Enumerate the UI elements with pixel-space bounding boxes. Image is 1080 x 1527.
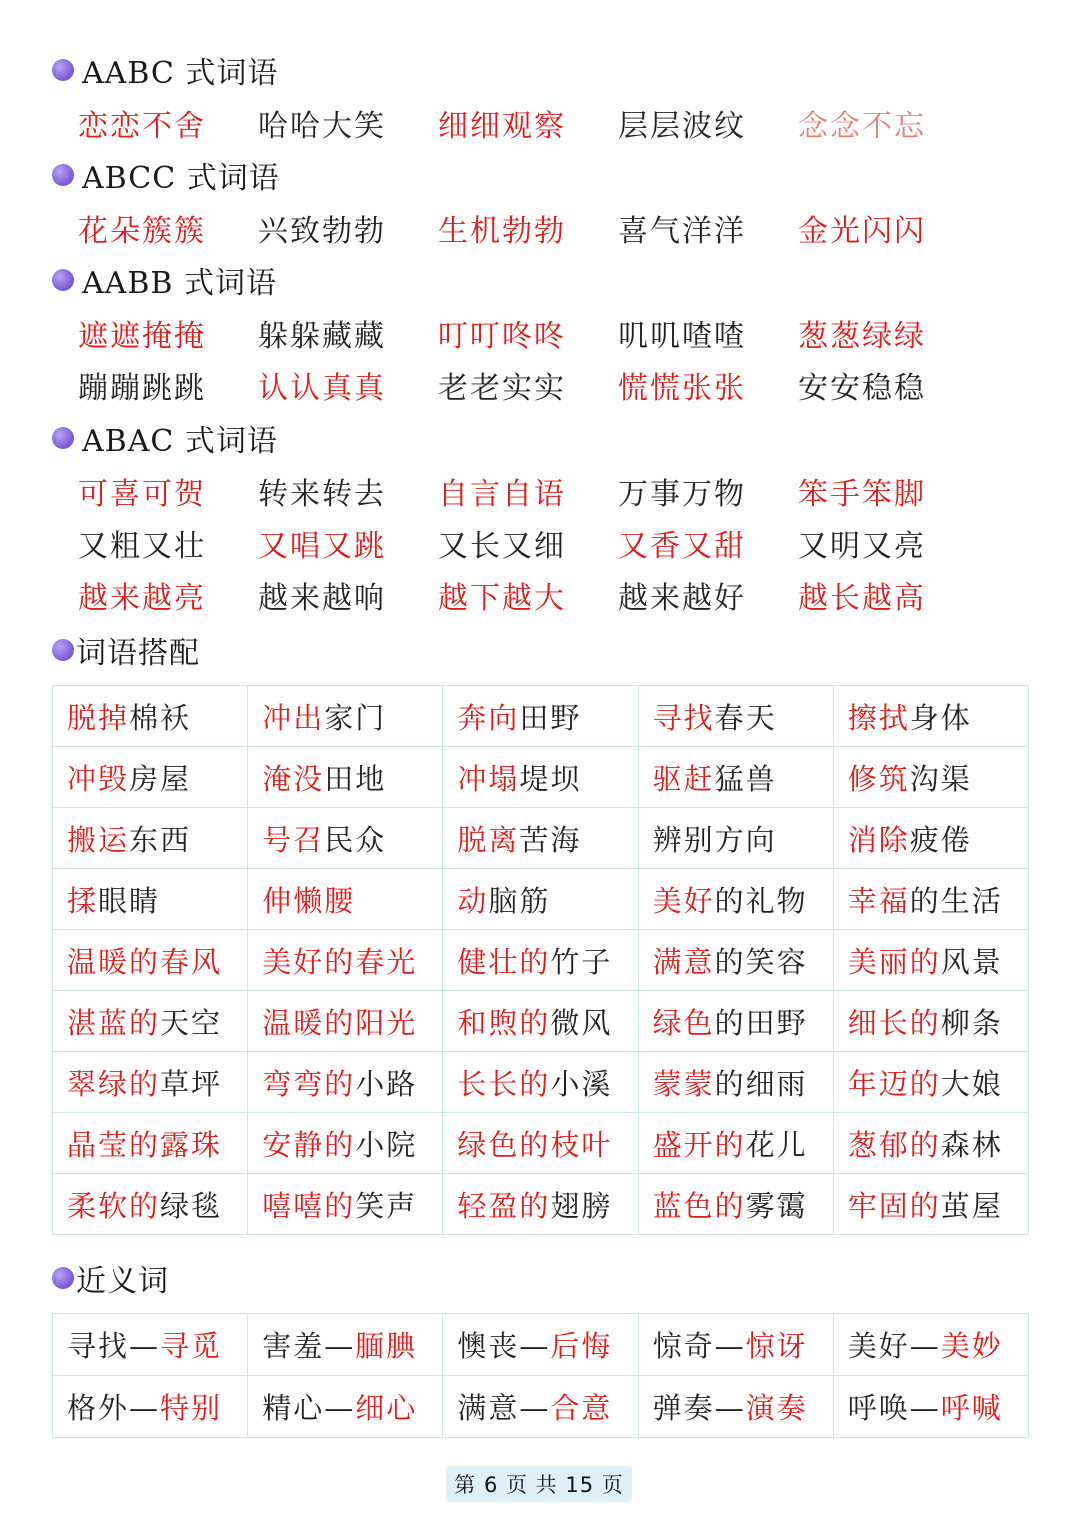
cell-text-black: 柳条 [940, 1005, 1003, 1040]
collocation-table [52, 685, 1029, 1235]
collocation-cell [443, 991, 638, 1052]
cell-text-red: 冲塌 [457, 761, 520, 796]
cell-text-red: 寻觅 [160, 1329, 223, 1363]
cell-text-black: 猛兽 [714, 761, 777, 796]
collocation-row [53, 1052, 1029, 1113]
section-label: 近义词 [76, 1264, 169, 1299]
cell-text-red: 后悔 [550, 1329, 613, 1363]
collocation-cell [248, 1052, 443, 1113]
collocation-cell [53, 747, 248, 808]
cell-text-red: 柔软的 [67, 1188, 161, 1223]
section-title-collocation [52, 630, 200, 670]
cell-text-red: 冲出 [262, 700, 325, 735]
cell-text-red: 牢固的 [847, 1188, 941, 1223]
word-row [78, 310, 978, 356]
word-item: 又长又细 [438, 529, 566, 564]
collocation-cell [833, 808, 1028, 869]
cell-text-red: 特别 [160, 1391, 223, 1425]
word-item: 越来越好 [618, 581, 746, 616]
collocation-row [53, 930, 1029, 991]
collocation-cell [638, 686, 833, 747]
word-item: 老老实实 [438, 371, 566, 406]
cell-text-black: 微风 [550, 1005, 613, 1040]
word-item: 认认真真 [258, 371, 386, 406]
synonym-cell [638, 1376, 833, 1438]
cell-text-black: 惊奇— [652, 1329, 746, 1363]
cell-text-red: 嘻嘻的 [262, 1188, 356, 1223]
cell-text-black: 东西 [129, 822, 192, 857]
cell-text-red: 奔向 [457, 700, 520, 735]
word-row [78, 100, 978, 146]
cell-text-black: 的细雨 [714, 1066, 808, 1101]
collocation-cell [53, 869, 248, 930]
bullet-dot-icon [52, 639, 74, 661]
word-item: 越长越高 [798, 581, 926, 616]
cell-text-black: 精心— [262, 1391, 356, 1425]
word-row [78, 572, 978, 618]
section-label: AABB 式词语 [82, 266, 277, 301]
cell-text-black: 美好— [847, 1329, 941, 1363]
word-item: 越来越响 [258, 581, 386, 616]
page-number-footer: 第 6 页 共 15 页 [446, 1466, 632, 1502]
cell-text-black: 花儿 [745, 1127, 808, 1162]
cell-text-red: 动 [457, 883, 489, 918]
cell-text-black: 弹奏— [652, 1391, 746, 1425]
collocation-row [53, 1113, 1029, 1174]
word-item: 金光闪闪 [798, 214, 926, 249]
synonym-cell [248, 1376, 443, 1438]
cell-text-black: 田地 [324, 761, 387, 796]
cell-text-black: 家门 [324, 700, 387, 735]
cell-text-red: 惊讶 [745, 1329, 808, 1363]
section-title-aabc [52, 50, 278, 90]
cell-text-red: 脱掉 [67, 700, 130, 735]
collocation-cell [638, 991, 833, 1052]
section-title-aabb [52, 260, 277, 300]
word-item: 又明又亮 [798, 529, 926, 564]
section-title-abac [52, 418, 278, 458]
word-item: 叽叽喳喳 [618, 319, 746, 354]
word-item: 生机勃勃 [438, 214, 566, 249]
section-label: ABCC 式词语 [82, 161, 280, 196]
section-label: ABAC 式词语 [82, 424, 278, 459]
collocation-cell [53, 991, 248, 1052]
collocation-cell [443, 808, 638, 869]
cell-text-black: 田野 [519, 700, 582, 735]
cell-text-black: 的礼物 [714, 883, 808, 918]
word-item: 万事万物 [618, 477, 746, 512]
synonym-cell [638, 1314, 833, 1376]
cell-text-black: 大娘 [940, 1066, 1003, 1101]
cell-text-red: 湛蓝的 [67, 1005, 161, 1040]
bullet-dot-icon [52, 164, 74, 186]
word-item: 越来越亮 [78, 581, 206, 616]
cell-text-red: 修筑 [847, 761, 910, 796]
collocation-cell [443, 1052, 638, 1113]
bullet-dot-icon [52, 1267, 74, 1289]
bullet-dot-icon [52, 269, 74, 291]
word-item: 又粗又壮 [78, 529, 206, 564]
section-title-abcc [52, 155, 280, 195]
word-row [78, 205, 978, 251]
cell-text-red: 呼喊 [940, 1391, 1003, 1425]
cell-text-red: 腼腆 [355, 1329, 418, 1363]
collocation-cell [248, 869, 443, 930]
cell-text-red: 合意 [550, 1391, 613, 1425]
cell-text-red: 满意 [652, 944, 715, 979]
section-label: 词语搭配 [76, 636, 200, 671]
cell-text-black: 脑筋 [488, 883, 551, 918]
cell-text-red: 盛开的 [652, 1127, 746, 1162]
collocation-cell [443, 747, 638, 808]
cell-text-black: 寻找— [67, 1329, 161, 1363]
collocation-cell [53, 1052, 248, 1113]
cell-text-red: 美妙 [940, 1329, 1003, 1363]
collocation-cell [53, 1113, 248, 1174]
word-item: 转来转去 [258, 477, 386, 512]
cell-text-red: 健壮的 [457, 944, 551, 979]
cell-text-red: 冲毁 [67, 761, 130, 796]
cell-text-red: 绿色的枝叶 [457, 1127, 613, 1162]
collocation-cell [443, 869, 638, 930]
collocation-cell [248, 930, 443, 991]
word-item: 安安稳稳 [798, 371, 926, 406]
section-title-synonyms [52, 1258, 169, 1298]
synonym-cell [833, 1376, 1028, 1438]
cell-text-red: 搬运 [67, 822, 130, 857]
cell-text-red: 弯弯的 [262, 1066, 356, 1101]
synonym-cell [443, 1314, 638, 1376]
cell-text-red: 美丽的 [847, 944, 941, 979]
bullet-dot-icon [52, 59, 74, 81]
word-item: 层层波纹 [618, 109, 746, 144]
cell-text-red: 消除 [847, 822, 910, 857]
word-item: 又唱又跳 [258, 529, 386, 564]
cell-text-black: 懊丧— [457, 1329, 551, 1363]
cell-text-red: 温暖的阳光 [262, 1005, 418, 1040]
word-item: 哈哈大笑 [258, 109, 386, 144]
collocation-cell [638, 747, 833, 808]
cell-text-red: 伸懒腰 [262, 883, 356, 918]
collocation-cell [248, 686, 443, 747]
collocation-row [53, 869, 1029, 930]
cell-text-black: 的笑容 [714, 944, 808, 979]
cell-text-red: 驱赶 [652, 761, 715, 796]
cell-text-black: 眼睛 [98, 883, 161, 918]
cell-text-black: 辨别方向 [652, 822, 777, 857]
word-item: 慌慌张张 [618, 371, 746, 406]
cell-text-red: 号召 [262, 822, 325, 857]
word-item: 可喜可贺 [78, 477, 206, 512]
collocation-cell [248, 808, 443, 869]
cell-text-red: 长长的 [457, 1066, 551, 1101]
word-item: 蹦蹦跳跳 [78, 371, 206, 406]
collocation-cell [638, 930, 833, 991]
collocation-cell [53, 686, 248, 747]
collocation-cell [833, 930, 1028, 991]
collocation-cell [443, 1174, 638, 1235]
cell-text-black: 风景 [940, 944, 1003, 979]
cell-text-black: 呼唤— [847, 1391, 941, 1425]
cell-text-black: 笑声 [355, 1188, 418, 1223]
cell-text-black: 疲倦 [909, 822, 972, 857]
cell-text-black: 身体 [909, 700, 972, 735]
cell-text-black: 绿毯 [160, 1188, 223, 1223]
cell-text-black: 森林 [940, 1127, 1003, 1162]
synonym-row [53, 1376, 1029, 1438]
word-row [78, 520, 978, 566]
cell-text-black: 竹子 [550, 944, 613, 979]
word-item: 自言自语 [438, 477, 566, 512]
cell-text-black: 的生活 [909, 883, 1003, 918]
synonym-cell [248, 1314, 443, 1376]
cell-text-black: 天空 [160, 1005, 223, 1040]
cell-text-black: 棉袄 [129, 700, 192, 735]
collocation-cell [248, 747, 443, 808]
cell-text-black: 小院 [355, 1127, 418, 1162]
collocation-cell [833, 1052, 1028, 1113]
cell-text-red: 演奏 [745, 1391, 808, 1425]
word-item: 遮遮掩掩 [78, 319, 206, 354]
synonym-cell [53, 1376, 248, 1438]
collocation-row [53, 808, 1029, 869]
cell-text-red: 温暖的春风 [67, 944, 223, 979]
collocation-cell [638, 1052, 833, 1113]
collocation-cell [833, 747, 1028, 808]
cell-text-red: 年迈的 [847, 1066, 941, 1101]
cell-text-red: 脱离 [457, 822, 520, 857]
collocation-cell [833, 686, 1028, 747]
collocation-cell [833, 1113, 1028, 1174]
word-item: 越下越大 [438, 581, 566, 616]
collocation-cell [53, 1174, 248, 1235]
word-item: 躲躲藏藏 [258, 319, 386, 354]
synonym-cell [53, 1314, 248, 1376]
collocation-row [53, 747, 1029, 808]
collocation-cell [833, 1174, 1028, 1235]
word-item: 笨手笨脚 [798, 477, 926, 512]
word-row [78, 468, 978, 514]
cell-text-red: 翠绿的 [67, 1066, 161, 1101]
cell-text-black: 小路 [355, 1066, 418, 1101]
collocation-cell [248, 1113, 443, 1174]
cell-text-black: 苦海 [519, 822, 582, 857]
cell-text-red: 蒙蒙 [652, 1066, 715, 1101]
cell-text-red: 晶莹的露珠 [67, 1127, 223, 1162]
cell-text-black: 春天 [714, 700, 777, 735]
collocation-cell [53, 930, 248, 991]
cell-text-red: 蓝色的 [652, 1188, 746, 1223]
synonym-table [52, 1313, 1029, 1438]
cell-text-red: 绿色 [652, 1005, 715, 1040]
collocation-cell [248, 1174, 443, 1235]
cell-text-black: 草坪 [160, 1066, 223, 1101]
cell-text-red: 和煦的 [457, 1005, 551, 1040]
cell-text-red: 擦拭 [847, 700, 910, 735]
collocation-row [53, 686, 1029, 747]
collocation-cell [833, 991, 1028, 1052]
cell-text-black: 格外— [67, 1391, 161, 1425]
word-item: 兴致勃勃 [258, 214, 386, 249]
cell-text-red: 轻盈的 [457, 1188, 551, 1223]
synonym-cell [833, 1314, 1028, 1376]
collocation-cell [638, 808, 833, 869]
collocation-cell [638, 1113, 833, 1174]
cell-text-red: 美好的春光 [262, 944, 418, 979]
cell-text-black: 的田野 [714, 1005, 808, 1040]
cell-text-black: 沟渠 [909, 761, 972, 796]
cell-text-black: 堤坝 [519, 761, 582, 796]
cell-text-red: 幸福 [847, 883, 910, 918]
word-item: 葱葱绿绿 [798, 319, 926, 354]
cell-text-black: 害羞— [262, 1329, 356, 1363]
synonym-cell [443, 1376, 638, 1438]
word-item: 喜气洋洋 [618, 214, 746, 249]
collocation-cell [248, 991, 443, 1052]
cell-text-red: 安静的 [262, 1127, 356, 1162]
word-item: 花朵簇簇 [78, 214, 206, 249]
word-item: 叮叮咚咚 [438, 319, 566, 354]
cell-text-red: 揉 [67, 883, 99, 918]
collocation-cell [443, 686, 638, 747]
collocation-cell [638, 869, 833, 930]
cell-text-black: 雾霭 [745, 1188, 808, 1223]
synonym-row [53, 1314, 1029, 1376]
cell-text-black: 房屋 [129, 761, 192, 796]
word-item: 恋恋不舍 [78, 109, 206, 144]
word-item: 细细观察 [438, 109, 566, 144]
word-item: 又香又甜 [618, 529, 746, 564]
collocation-cell [443, 930, 638, 991]
cell-text-black: 小溪 [550, 1066, 613, 1101]
collocation-cell [443, 1113, 638, 1174]
cell-text-black: 民众 [324, 822, 387, 857]
word-row [78, 362, 978, 408]
cell-text-red: 细长的 [847, 1005, 941, 1040]
cell-text-black: 满意— [457, 1391, 551, 1425]
cell-text-black: 翅膀 [550, 1188, 613, 1223]
collocation-row [53, 1174, 1029, 1235]
cell-text-red: 寻找 [652, 700, 715, 735]
section-label: AABC 式词语 [82, 56, 279, 91]
cell-text-red: 美好 [652, 883, 715, 918]
bullet-dot-icon [52, 427, 74, 449]
cell-text-black: 茧屋 [940, 1188, 1003, 1223]
collocation-cell [53, 808, 248, 869]
cell-text-red: 淹没 [262, 761, 325, 796]
cell-text-red: 葱郁的 [847, 1127, 941, 1162]
cell-text-red: 细心 [355, 1391, 418, 1425]
collocation-row [53, 991, 1029, 1052]
collocation-cell [638, 1174, 833, 1235]
word-item: 念念不忘 [798, 101, 978, 145]
collocation-cell [833, 869, 1028, 930]
